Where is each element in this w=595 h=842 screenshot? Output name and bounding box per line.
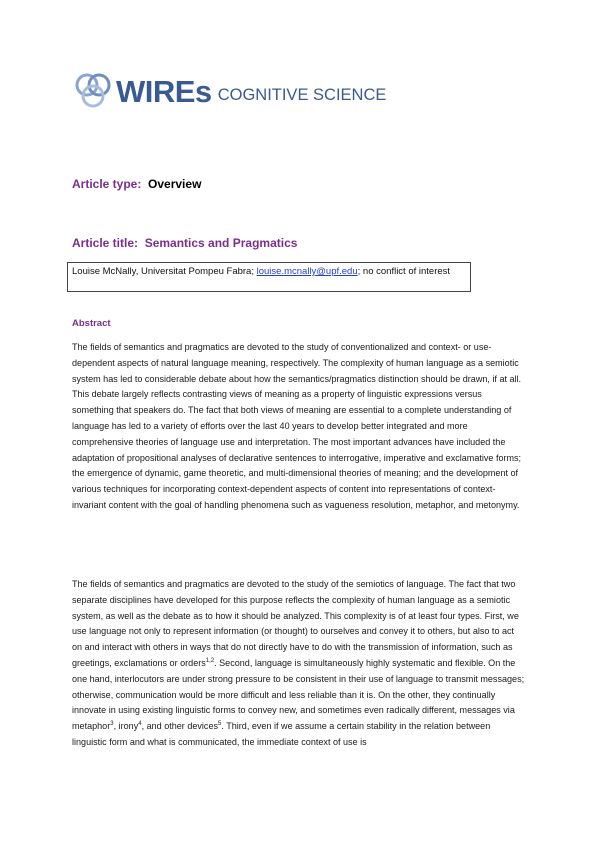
logo-wires-text: WIREs [116,73,212,109]
logo-subtitle: COGNITIVE SCIENCE [217,86,387,105]
body-text-3: , irony [113,721,139,732]
citation-3: 4 [138,721,142,728]
author-suffix: ; no conflict of interest [357,266,451,277]
body-text-2: . Second, language is simultaneously highly systematic and flexible. On the one hand, interlocutors are under strong pressure to be consistent in their use of language to transmit messages; otherwise, communication would be more difficult and less reliable than it is. On the other, they continually innovate in using existing linguistic forms to convey new, and sometimes even radically different, messages via metaphor [72,657,525,732]
article-title-label: Article title: [72,236,139,250]
author-prefix: Louise McNally, Universitat Pompeu Fabra; [72,266,257,277]
abstract-text: The fields of semantics and pragmatics are devoted to the study of conventionalized and context- or use-dependent aspects of natural language meaning, respectively. The complexity of human language as a semiotic system has led to considerable debate about how the semantics/pragmatics distinction should be drawn, if at all. This debate largely reflects contrasting views of meaning as a property of linguistic expressions versus something that speakers do. The fact that both views of meaning are essential to a complete understanding of language has led to a variety of efforts over the last 40 years to develop better integrated and more comprehensive theories of language use and interpretation. The most important advances have included the adaptation of propositional analyses of declarative sentences to interrogative, imperative and exclamative forms; the emergence of dynamic, game theoretic, and multi-dimensional theories of meaning; and the development of various techniques for incorporating context-dependent aspects of content into representations of context-invariant content with the goal of handling phenomena such as vagueness resolution, metaphor, and metonymy. [72,342,522,510]
body-text-4: , and other devices [141,721,219,732]
body-paragraph [72,577,525,751]
article-type-value: Overview [148,177,202,191]
author-box [67,262,471,292]
body-text-5: . Third, even if we assume a certain stability in the relation between linguistic form and what is communicated, the immediate context of use is [72,721,491,747]
article-title-value: Semantics and Pragmatics [144,236,298,250]
abstract-heading: Abstract [72,318,111,329]
citation-4: 5 [218,721,222,728]
citation-2: 3 [110,721,114,728]
article-type-label: Article type: [72,177,142,191]
journal-logo [72,70,386,112]
citation-1: 1,2 [205,657,215,664]
article-type [72,177,201,191]
article-title [72,236,297,250]
body-text-1: The fields of semantics and pragmatics are devoted to the study of the semiotics of language. The fact that two separate disciplines have developed for this purpose reflects the complexity of human language as a semiotic system, as well as the debate as to how it should be analyzed. This complexity is of at least four types. First, we use language not only to represent information (or thought) to ourselves and convey it to others, but also to act on and interact with others in ways that do not directly have to do with the transmission of information, such as greetings, exclamations or orders [72,579,519,668]
interlocking-circles-icon [72,70,114,112]
author-email-link[interactable]: louise.mcnally@upf.edu [256,266,358,277]
